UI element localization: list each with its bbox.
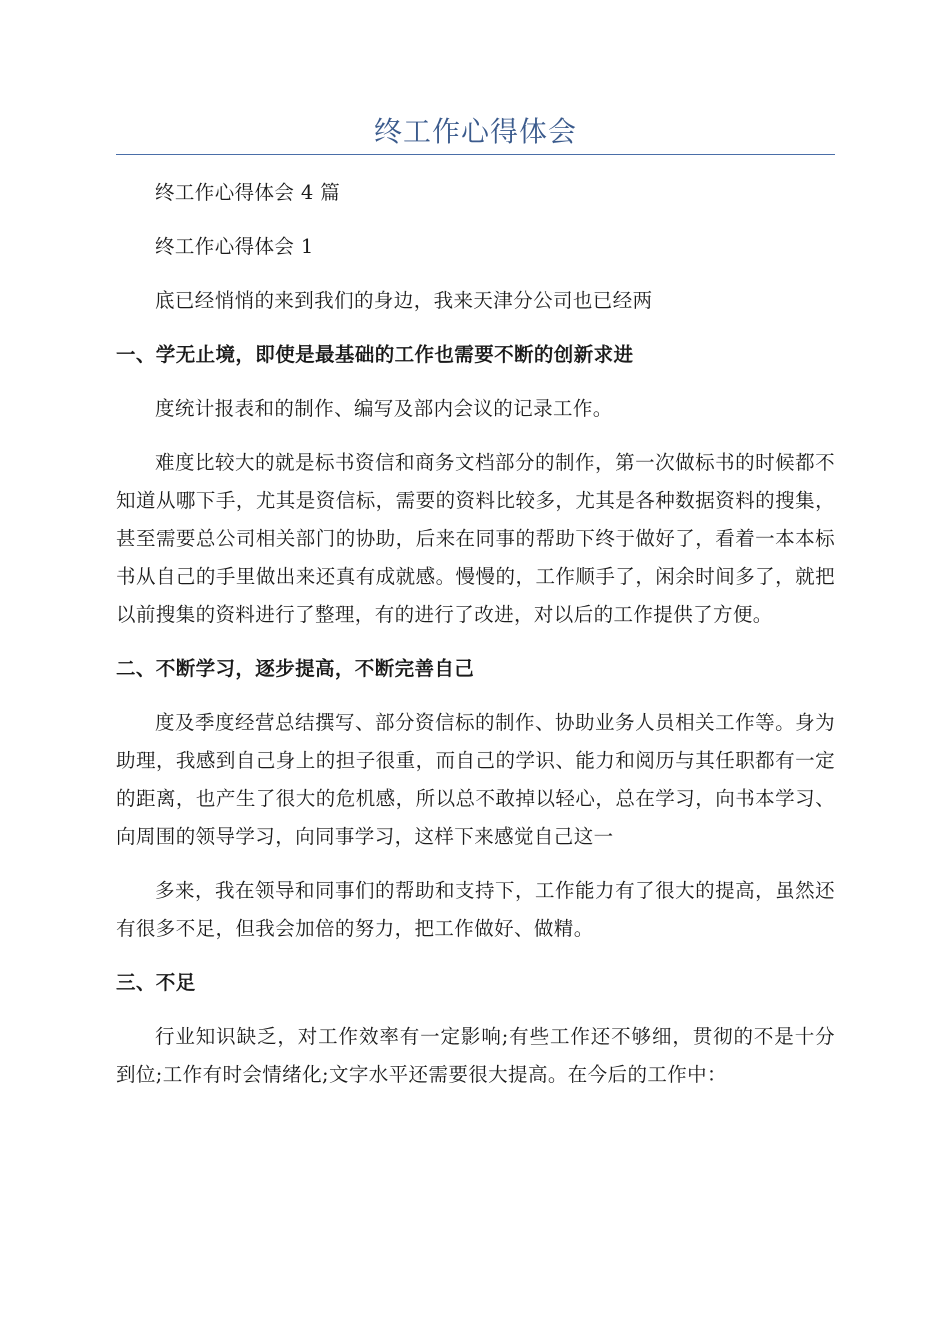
body-paragraph-5: 行业知识缺乏，对工作效率有一定影响;有些工作还不够细，贯彻的不是十分到位;工作有时会情绪化;文字水平还需要很大提高。在今后的工作中： bbox=[116, 1025, 835, 1086]
section-heading-3: 三、不足 bbox=[116, 971, 196, 994]
section-heading-2: 二、不断学习，逐步提高，不断完善自己 bbox=[116, 657, 475, 680]
body-paragraph-1: 度统计报表和的制作、编写及部内会议的记录工作。 bbox=[155, 397, 613, 420]
section-label-paragraph: 终工作心得体会 1 bbox=[155, 235, 314, 258]
title-divider bbox=[116, 154, 835, 155]
subtitle-paragraph: 终工作心得体会 4 篇 bbox=[155, 181, 341, 204]
document-body bbox=[116, 174, 835, 1110]
intro-paragraph: 底已经悄悄的来到我们的身边，我来天津分公司也已经两 bbox=[155, 289, 653, 312]
section-heading-1: 一、学无止境，即使是最基础的工作也需要不断的创新求进 bbox=[116, 343, 634, 366]
body-paragraph-2: 难度比较大的就是标书资信和商务文档部分的制作，第一次做标书的时候都不知道从哪下手，尤其是资信标，需要的资料比较多，尤其是各种数据资料的搜集，甚至需要总公司相关部门的协助，后来在同事的帮助下终于做好了，看着一本本标书从自己的手里做出来还真有成就感。慢慢的，工作顺手了，闲余时间多了，就把以前搜集的资料进行了整理，有的进行了改进，对以后的工作提供了方便。 bbox=[116, 451, 835, 626]
document-title: 终工作心得体会 bbox=[373, 115, 577, 148]
body-paragraph-3: 度及季度经营总结撰写、部分资信标的制作、协助业务人员相关工作等。身为助理，我感到自己身上的担子很重，而自己的学识、能力和阅历与其任职都有一定的距离，也产生了很大的危机感，所以总不敢掉以轻心，总在学习，向书本学习、向周围的领导学习，向同事学习，这样下来感觉自己这一 bbox=[116, 711, 835, 848]
body-paragraph-4: 多来，我在领导和同事们的帮助和支持下，工作能力有了很大的提高，虽然还有很多不足，但我会加倍的努力，把工作做好、做精。 bbox=[116, 879, 835, 940]
